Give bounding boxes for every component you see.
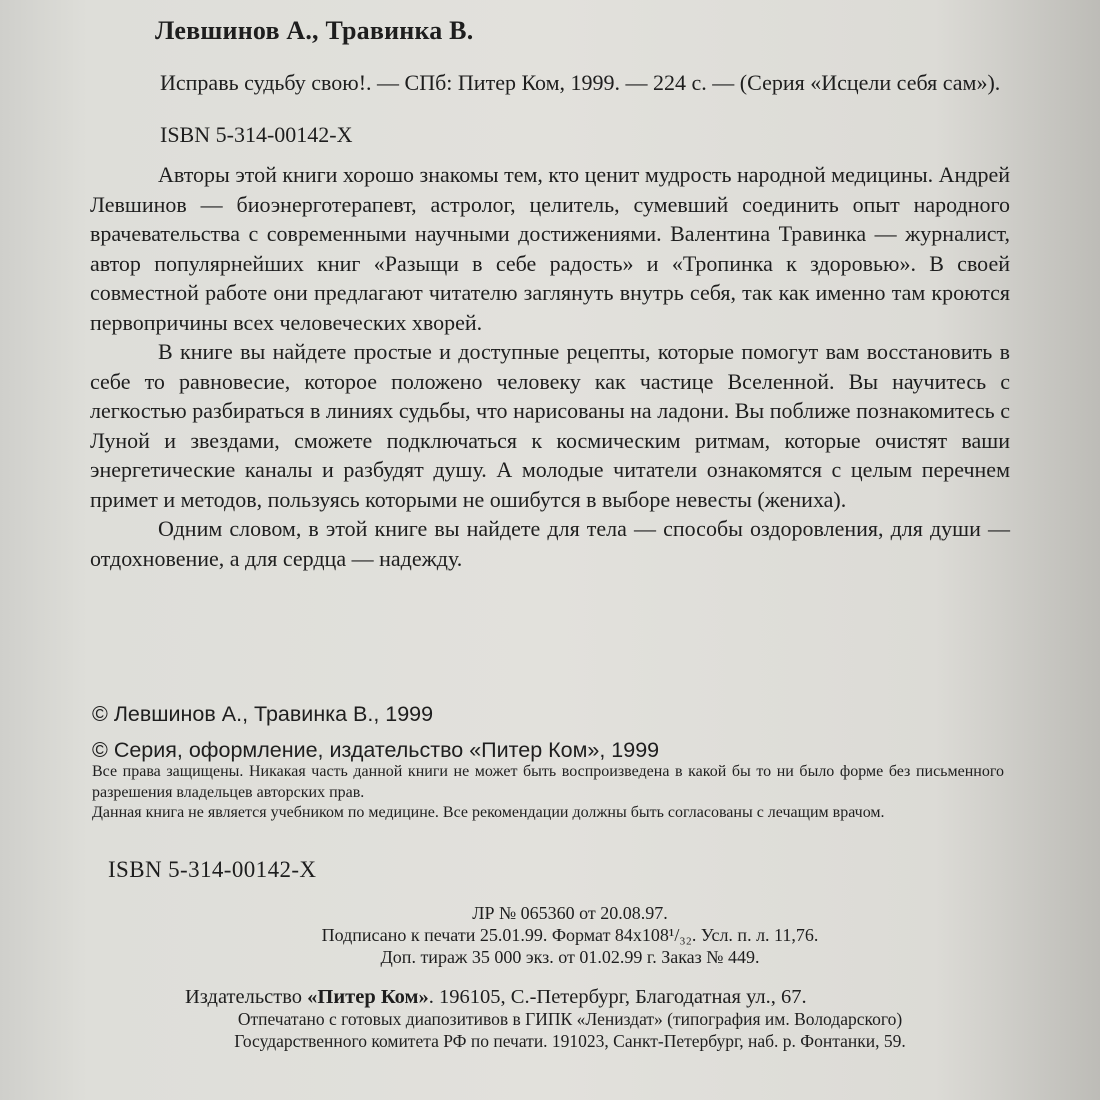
- imprint-details: [90, 902, 1050, 968]
- printer-line-2: Государственного комитета РФ по печати. 191023, Санкт-Петербург, наб. р. Фонтанки, 59.: [234, 1031, 906, 1051]
- abstract-paragraph-3: Одним словом, в этой книге вы найдете для тела — способы оздоровления, для души — отдохновение, а для сердца — надежду.: [90, 516, 1010, 571]
- publisher-name: «Питер Ком»: [307, 986, 429, 1008]
- print-run-line: Доп. тираж 35 000 экз. от 01.02.99 г. Заказ № 449.: [380, 947, 760, 967]
- publisher-line: [185, 986, 807, 1009]
- authors-heading: Левшинов А., Травинка В.: [155, 16, 474, 45]
- printer-line-1: Отпечатано с готовых диапозитивов в ГИПК «Лениздат» (типография им. Володарского): [237, 1009, 903, 1029]
- isbn-top: ISBN 5-314-00142-X: [160, 122, 353, 147]
- abstract: [90, 160, 1010, 573]
- abstract-paragraph-2: В книге вы найдете простые и доступные рецепты, которые помогут вам восстановить в себе то равновесие, которое положено человеку как частице Вселенной. Вы научитесь с легкостью разбираться в линиях судьбы, что нарисованы на ладони. Вы поближе познакомитесь с Луной и звездами, сможете подключаться к космическим ритмам, которые очистят ваши энергетические каналы и разбудят душу. А молодые читатели ознакомятся с целым перечнем примет и методов, пользуясь которыми не ошибутся в выборе невесты (жениха).: [90, 339, 1010, 512]
- signed-to-print-line: Подписано к печати 25.01.99. Формат 84x108¹/₃₂. Усл. п. л. 11,76.: [321, 925, 819, 945]
- rights-reserved: Все права защищены. Никакая часть данной книги не может быть воспроизведена в какой бы то ни было форме без письменного разрешения владельцев авторских прав.: [92, 763, 1004, 801]
- publisher-prefix: Издательство: [185, 986, 308, 1008]
- copyright-authors: © Левшинов А., Травинка В., 1999: [92, 702, 434, 726]
- isbn-bottom: ISBN 5-314-00142-X: [108, 857, 317, 882]
- printer-info: [100, 1008, 1040, 1052]
- bibliographic-description: Исправь судьбу свою!. — СПб: Питер Ком, 1999. — 224 с. — (Серия «Исцели себя сам»).: [160, 70, 1001, 95]
- license-line: ЛР № 065360 от 20.08.97.: [472, 903, 668, 923]
- copyright-series: © Серия, оформление, издательство «Питер Ком», 1999: [92, 738, 660, 762]
- publisher-address: . 196105, С.-Петербург, Благодатная ул., 67.: [428, 986, 807, 1008]
- medical-disclaimer: Данная книга не является учебником по медицине. Все рекомендации должны быть согласованы с лечащим врачом.: [92, 804, 885, 821]
- rights-notice: [92, 762, 1004, 824]
- abstract-paragraph-1: Авторы этой книги хорошо знакомы тем, кто ценит мудрость народной медицины. Андрей Левшинов — биоэнерготерапевт, астролог, целитель, сумевший соединить опыт народного врачевательства с современными научными достижениями. Валентина Травинка — журналист, автор популярнейших книг «Разыщи в себе радость» и «Тропинка к здоровью». В своей совместной работе они предлагают читателю заглянуть внутрь себя, так как именно там кроются первопричины всех человеческих хворей.: [90, 162, 1011, 335]
